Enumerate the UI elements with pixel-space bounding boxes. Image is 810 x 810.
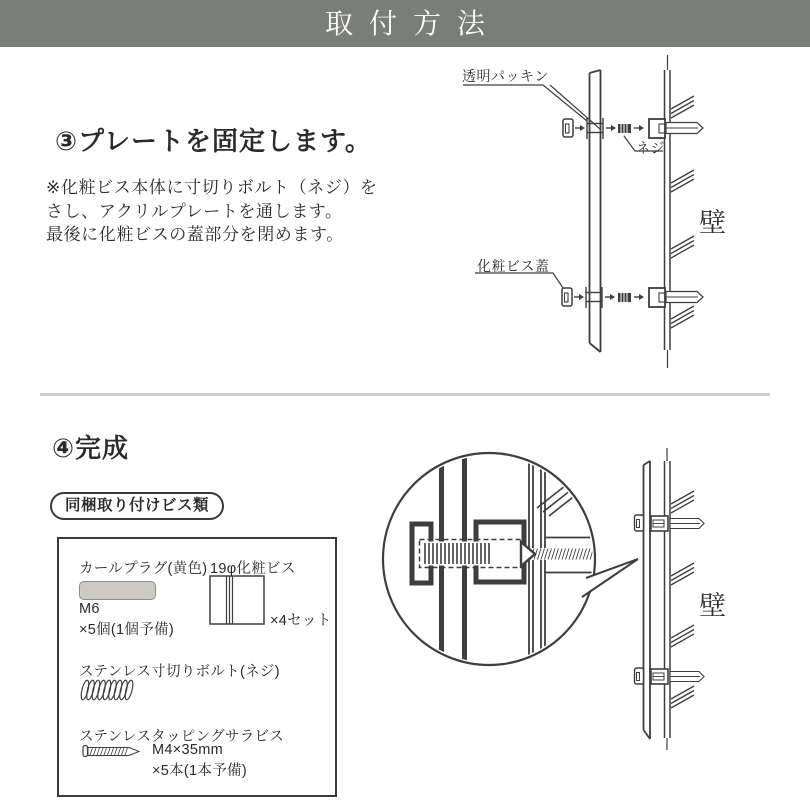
- wall: [665, 448, 695, 750]
- page-title: 取付方法: [324, 8, 501, 39]
- step4-heading: ④完成: [52, 433, 130, 463]
- acrylic-plate: [590, 70, 601, 352]
- arrow-icon: [579, 294, 584, 300]
- assembly-top: [563, 118, 703, 139]
- arrow-icon: [639, 125, 644, 131]
- wall-hatch-4: [671, 686, 694, 708]
- section-divider: [40, 393, 770, 396]
- included-parts-box: [57, 537, 337, 797]
- arrow-icon: [580, 125, 585, 131]
- arrow-icon: [610, 294, 615, 300]
- packing-leader-line: [463, 85, 600, 129]
- wall-hatch-1: [671, 491, 694, 513]
- completed-diagram: [375, 445, 790, 755]
- arrow-icon: [639, 294, 644, 300]
- threaded-screw-part: [618, 293, 631, 302]
- step3-body-line2: さし、アクリルプレートを通します。: [46, 201, 343, 221]
- step3-body-line3: 最後に化粧ビスの蓋部分を閉めます。: [46, 225, 344, 244]
- label-transparent-packing: 透明パッキン: [462, 68, 549, 84]
- wall-hatch-2: [671, 563, 694, 585]
- header-bar: [0, 0, 810, 47]
- acrylic-plate: [644, 461, 651, 739]
- part-qty-curl-plug: ×5個(1個予備): [79, 622, 174, 638]
- part-name-decorative-screw: 19φ化粧ビス: [210, 561, 296, 577]
- anchor-screw-part: [666, 123, 703, 134]
- wall-hatch-3: [671, 236, 694, 258]
- label-wall-lower: 壁: [699, 591, 726, 621]
- threaded-bolt-illustration: [80, 678, 138, 702]
- transparent-packing-part: [586, 287, 602, 308]
- part-qty-tapping-screw: ×5本(1本予備): [152, 763, 247, 779]
- wall-hatch-4: [671, 306, 694, 328]
- label-screw-cap: 化粧ビス蓋: [477, 258, 550, 274]
- anchor-screw-part: [666, 292, 703, 303]
- wall-section-diagram: [635, 448, 705, 750]
- part-name-threaded-bolt: ステンレス寸切りボルト(ネジ): [79, 664, 280, 680]
- installation-diagram: [450, 55, 790, 380]
- part-qty-decorative-screw: ×4セット: [270, 613, 332, 629]
- step3-heading: ③プレートを固定します。: [55, 126, 372, 156]
- wall-hatch-3: [671, 625, 694, 647]
- decorative-screw-illustration: [209, 575, 266, 626]
- screw-cap-part: [563, 119, 573, 137]
- part-spec-curl-plug: M6: [79, 601, 100, 617]
- label-wall-upper: 壁: [699, 208, 726, 238]
- part-spec-tapping-screw: M4×35mm: [152, 742, 223, 758]
- part-name-curl-plug: カールプラグ(黄色): [79, 561, 208, 577]
- wall-hatch-2: [671, 170, 694, 192]
- screw-body-part: [649, 119, 665, 138]
- tapping-screw-illustration: [82, 744, 142, 759]
- wall-hatch-1: [671, 96, 694, 118]
- parts-box-title: 同梱取り付けビス類: [50, 492, 224, 520]
- wall-section: [665, 55, 695, 368]
- step3-body-line1: ※化粧ビス本体に寸切りボルト（ネジ）を: [46, 178, 378, 197]
- label-screw: ネジ: [636, 140, 665, 156]
- screw-cap-part: [562, 288, 572, 306]
- threaded-screw-part: [618, 124, 631, 133]
- screw-body-part: [649, 288, 665, 307]
- curl-plug-illustration: [79, 581, 156, 600]
- arrow-icon: [611, 125, 616, 131]
- part-name-tapping-screw: ステンレスタッピングサラビス: [79, 729, 285, 745]
- magnified-detail-circle: [383, 453, 638, 665]
